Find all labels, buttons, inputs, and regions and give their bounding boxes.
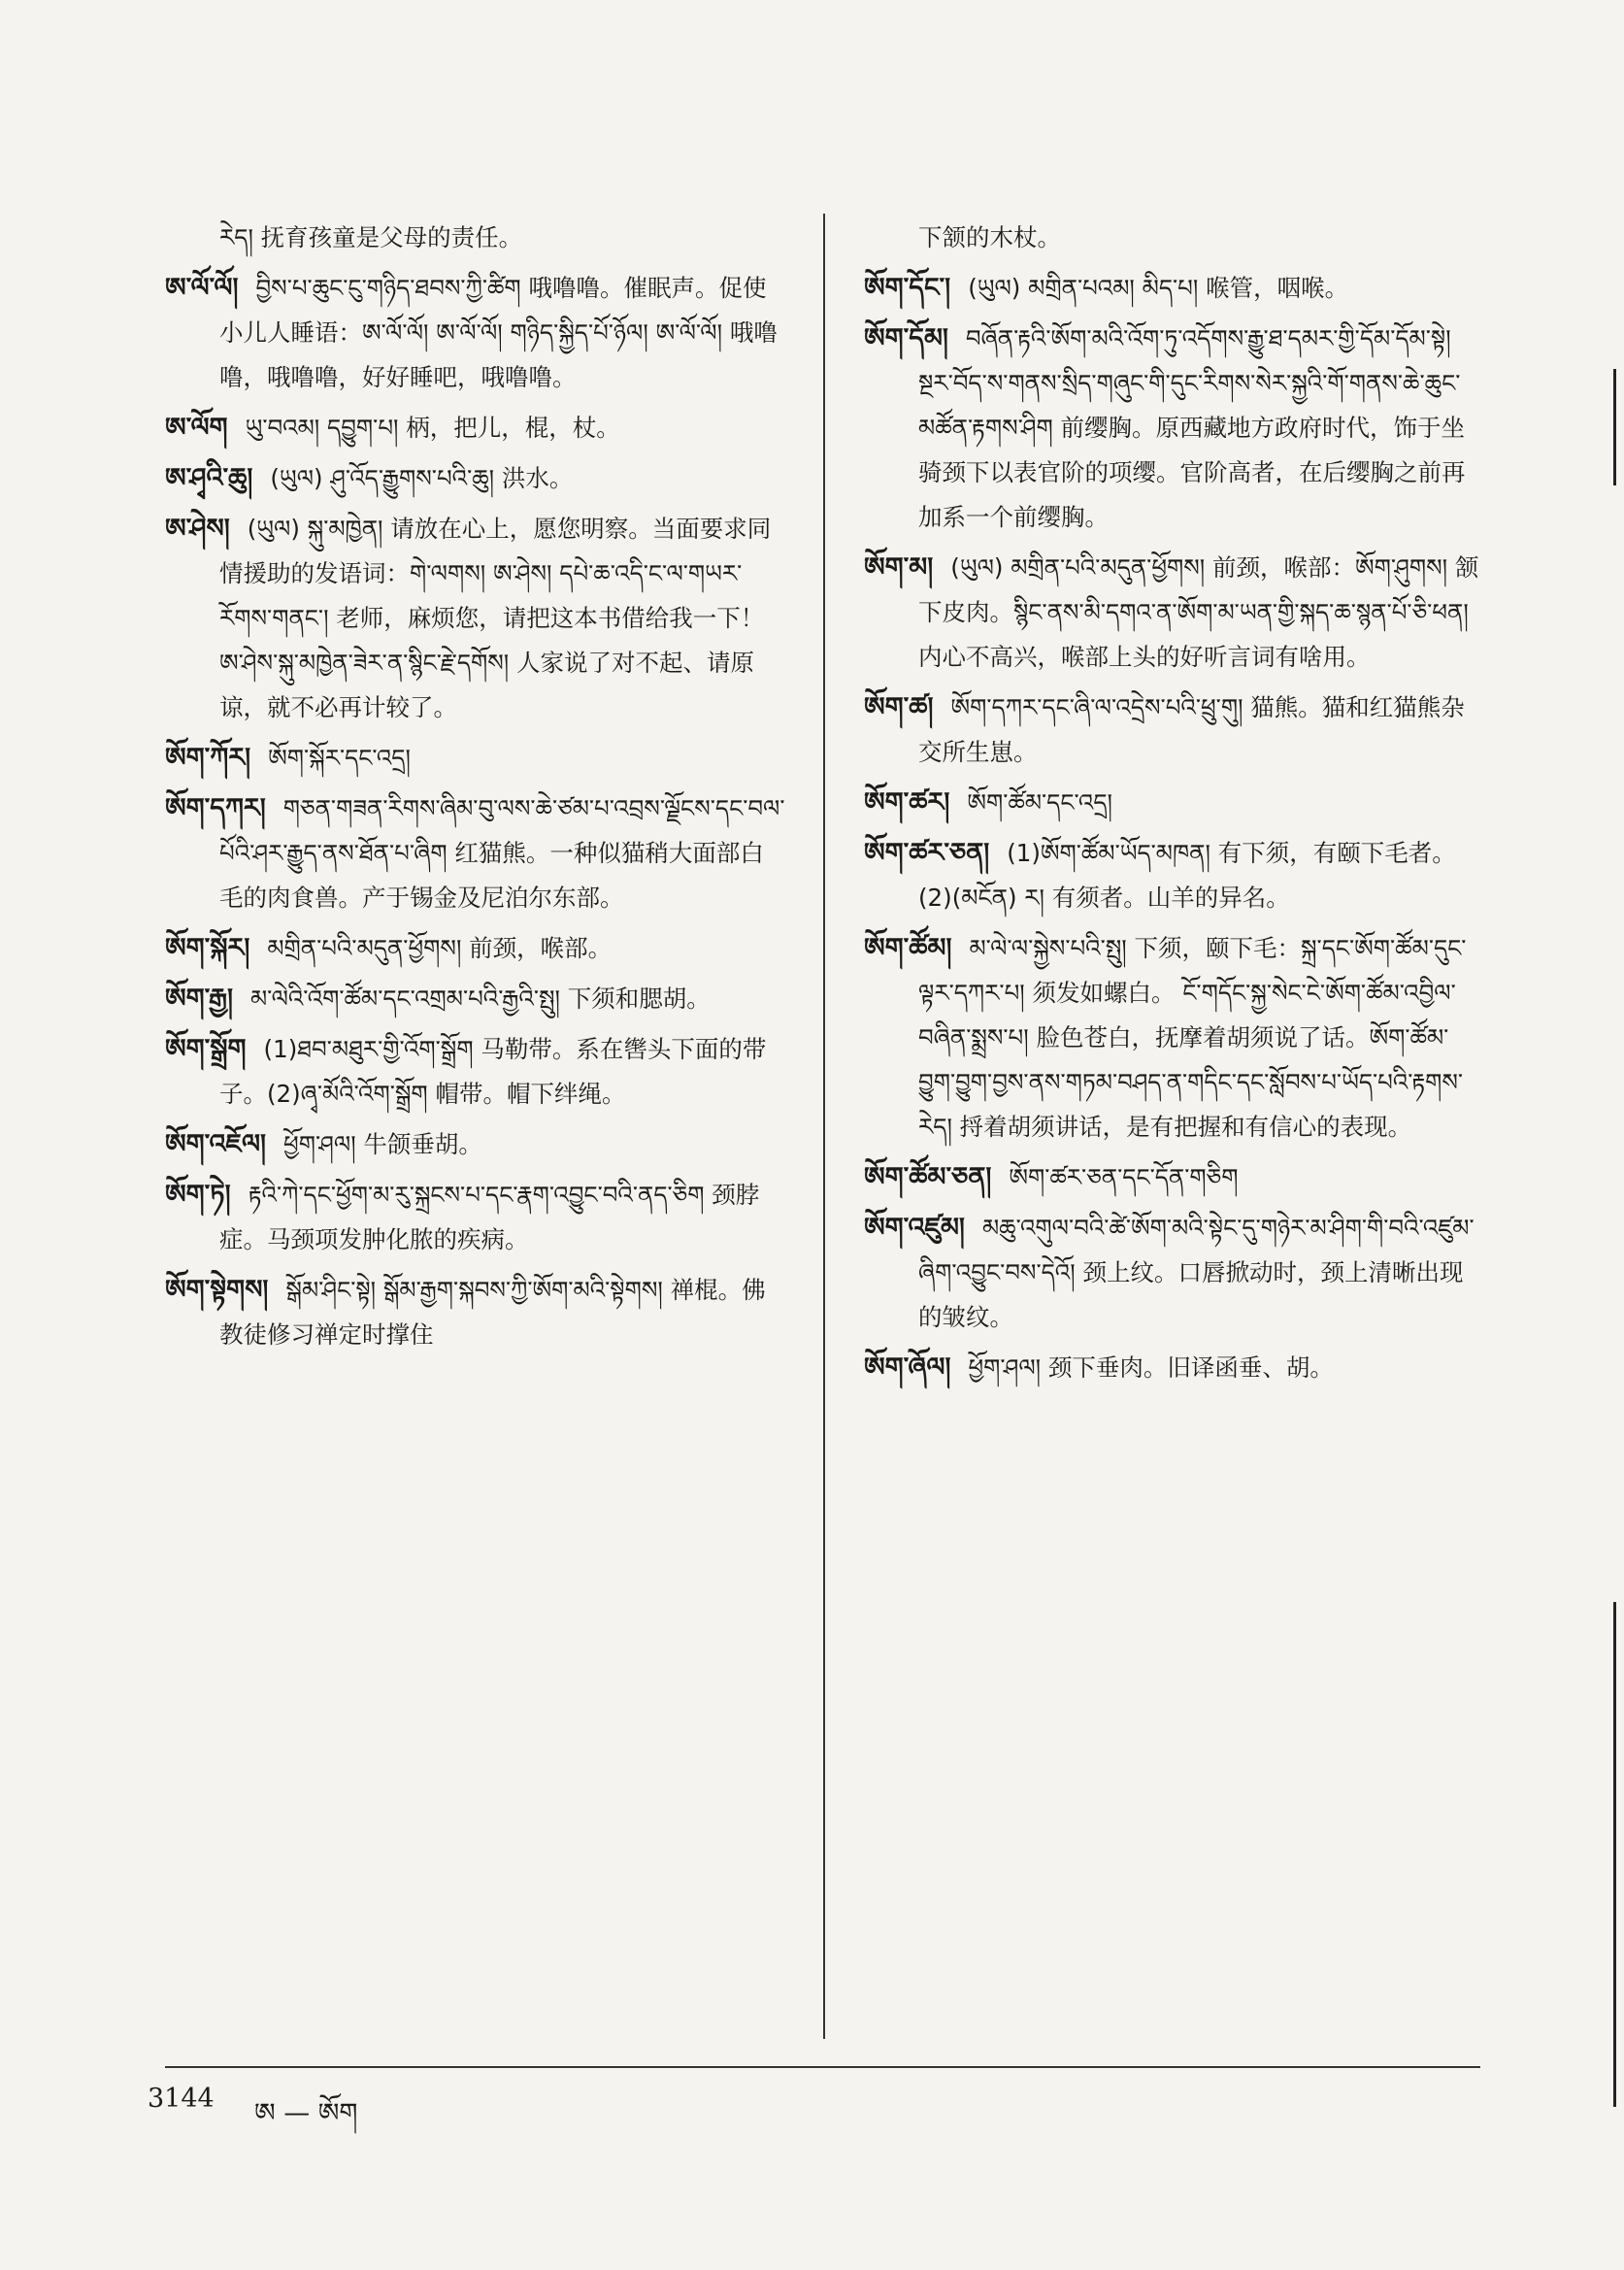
headword: ཨོག་ཚོམ། bbox=[864, 933, 952, 963]
dictionary-entry bbox=[864, 216, 1485, 260]
headword: ཨོག་སྐོར། bbox=[165, 933, 250, 963]
dictionary-entry bbox=[165, 1173, 786, 1262]
entry-text: ཡུ་བའམ། དབྱུག་པ། 柄，把儿，棍，杖。 bbox=[245, 414, 620, 442]
entry-text: བཞོན་རྟའི་ཨོག་མའི་འོག་ཏུ་འདོགས་རྒྱུ་ཐ་དམར་གྱི་དོམ་དོམ་སྟེ། སྔར་བོད་ས་གནས་སྲིད་གཞུང་གི་དུང་རིགས་སེར་སྐྱའི་གོ་གནས་ཆེ་ཆུང་མཚོན་རྟགས་ཤིག 前缨胸。原西藏地方政府时代，饰于坐骑颈下以表官阶的项缨。官阶高者，在后缨胸之前再加系一个前缨胸。 bbox=[918, 324, 1466, 531]
dictionary-entry bbox=[165, 507, 786, 730]
entry-text: སྒོམ་ཤིང་སྟེ། སྒོམ་རྒྱག་སྐབས་ཀྱི་ཨོག་མའི་སྟེགས། 禅棍。佛教徒修习禅定时撑住 bbox=[219, 1276, 766, 1349]
edge-scan-mark bbox=[1613, 1602, 1616, 2107]
headword: ཨོག་ཀོར། bbox=[165, 743, 251, 773]
headword: ཨོག་ཏེ། bbox=[165, 1180, 231, 1210]
headword: ཨ་ལོ་ལོ། bbox=[165, 273, 239, 303]
entry-text: ཨོག་སྐོར་དང་འདྲ། bbox=[268, 744, 411, 772]
entry-text: མ་ལེའི་འོག་ཚོམ་དང་འགྲམ་པའི་རྒྱའི་སྤུ། 下须和腮胡。 bbox=[249, 985, 711, 1013]
entry-text: (ཡུལ) སྐུ་མཁྱེན། 请放在心上，愿您明察。当面要求同情援助的发语词：གེ་ལགས། ཨ་ཤེས། དཔེ་ཆ་འདི་ང་ལ་གཡར་རོགས་གནང་། 老师，麻烦您，请把这本书借给我一下！ ཨ་ཤེས་སྐུ་མཁྱེན་ཟེར་ན་སྙིང་རྗེ་དགོས། 人家说了对不起、请原谅，就不必再计较了。 bbox=[219, 515, 772, 721]
dictionary-entry bbox=[165, 1122, 786, 1167]
entry-text: ཨོག་ཚོམ་དང་འདྲ། bbox=[967, 788, 1112, 817]
headword: ཨོག་ཚར་ཅན། bbox=[864, 838, 990, 868]
headword: ཨོག་དོང་། bbox=[864, 273, 951, 303]
dictionary-entry bbox=[165, 266, 786, 400]
headword: ཨ་ཤེས། bbox=[165, 514, 230, 544]
dictionary-entry bbox=[165, 406, 786, 451]
entry-text: བྱིས་པ་ཆུང་ངུ་གཉིད་ཐབས་ཀྱི་ཚིག 哦噜噜。催眠声。促使小儿人睡语：ཨ་ལོ་ལོ། ཨ་ལོ་ལོ། གཉིད་སྐྱིད་པོ་ཉོལ། ཨ་ལོ་ལོ། 哦噜噜，哦噜噜，好好睡吧，哦噜噜。 bbox=[219, 274, 778, 391]
footer-rule bbox=[165, 2066, 1480, 2068]
headword: ཨོག་སྟེགས། bbox=[165, 1275, 269, 1305]
headword: ཨོག་དཀར། bbox=[165, 793, 266, 823]
headword: ཨོག་སྒྲོག bbox=[165, 1034, 247, 1064]
dictionary-entry bbox=[165, 1027, 786, 1117]
dictionary-entry bbox=[864, 831, 1485, 920]
dictionary-entry bbox=[165, 977, 786, 1021]
headword: ཨ་ཤྭའི་ཆུ། bbox=[165, 463, 253, 493]
entry-text: ཨོག་དཀར་དང་ཞི་ལ་འདྲེས་པའི་ཕྲུ་གུ། 猫熊。猫和红猫熊杂交所生崽。 bbox=[918, 693, 1465, 766]
column-divider bbox=[823, 214, 825, 2039]
dictionary-entry bbox=[864, 1155, 1485, 1200]
entry-text: མགྲིན་པའི་མདུན་ཕྱོགས། 前颈，喉部。 bbox=[267, 934, 613, 962]
entry-text: ཕྱོག་ཤལ། 牛颌垂胡。 bbox=[283, 1130, 482, 1158]
dictionary-entry bbox=[864, 317, 1485, 540]
entry-text: རེད། 抚育孩童是父母的责任。 bbox=[219, 223, 523, 251]
dictionary-entry bbox=[165, 1268, 786, 1357]
headword: ཨོག་མ། bbox=[864, 552, 934, 583]
headword: ཨོག་དོམ། bbox=[864, 323, 948, 353]
running-head: ཨ — ཨོག bbox=[254, 2098, 358, 2128]
dictionary-entry bbox=[864, 781, 1485, 825]
dictionary-entry bbox=[864, 266, 1485, 311]
headword: ཨོག་རྒྱ། bbox=[165, 984, 233, 1014]
dictionary-entry bbox=[864, 546, 1485, 680]
dictionary-entry bbox=[864, 926, 1485, 1150]
dictionary-entry bbox=[165, 736, 786, 781]
dictionary-entry bbox=[864, 1206, 1485, 1340]
entry-text: 下颔的木杖。 bbox=[918, 223, 1061, 251]
headword: ཨ་ལོག bbox=[165, 413, 228, 443]
entry-text: མ་ལེ་ལ་སྐྱེས་པའི་སྤུ། 下须，颐下毛：སྐྲ་དང་ཨོག་ཚོམ་དུང་ལྟར་དཀར་པ། 须发如螺白。 ངོ་གདོང་སྐྱ་སེང་ངེ་ཨོག་ཚོམ་འབྱིལ་བཞིན་སྨྲས་པ། 脸色苍白，抚摩着胡须说了话。ཨོག་ཚོམ་བྱུག་བྱུག་བྱས་ནས་གཏམ་བཤད་ན་གདིང་དང་སློབས་པ་ཡོད་པའི་རྟགས་རེད། 捋着胡须讲话，是有把握和有信心的表现。 bbox=[918, 934, 1467, 1141]
headword: ཨོག་འཇོལ། bbox=[165, 1129, 267, 1159]
entry-text: མཆུ་འགུལ་བའི་ཚེ་ཨོག་མའི་སྟེང་དུ་གཉེར་མ་ཤིག་གི་བའི་འཛུམ་ཞིག་འབྱུང་བས་དེའོ། 颈上纹。口唇掀动时，颈上清晰出现的皱纹。 bbox=[918, 1214, 1475, 1331]
entry-text: ཨོག་ཚར་ཅན་དང་དོན་གཅིག bbox=[1009, 1163, 1239, 1191]
headword: ཨོག་ཚར། bbox=[864, 787, 950, 818]
entry-text: (1)ཐབ་མཐུར་གྱི་འོག་སྒྲོག 马勒带。系在辔头下面的带子。(2)ཞྭ་མོའི་འོག་སྒྲོག 帽带。帽下绊绳。 bbox=[219, 1035, 767, 1108]
headword: ཨོག་ཚོམ་ཅན། bbox=[864, 1162, 992, 1192]
entry-text: (1)ཨོག་ཚོམ་ཡོད་མཁན། 有下须，有颐下毛者。(2)(མངོན) ར། 有须者。山羊的异名。 bbox=[918, 839, 1456, 912]
headword: ཨོག་ཞོལ། bbox=[864, 1352, 951, 1383]
entry-text: རྟའི་ཀེ་དང་ཕྱོག་མ་རུ་སྐྲངས་པ་དང་རྣག་འབྱུང་བའི་ནད་ཅིག 颈脖症。马颈项发肿化脓的疾病。 bbox=[219, 1181, 760, 1253]
entry-text: (ཡུལ) ཤུ་འོད་རྒྱུགས་པའི་ཆུ། 洪水。 bbox=[270, 464, 574, 492]
dictionary-entry bbox=[165, 926, 786, 971]
entry-text: གཅན་གཟན་རིགས་ཞིམ་བུ་ལས་ཆེ་ཙམ་པ་འབྲས་ལྗོངས་དང་བལ་པོའི་ཤར་རྒྱུད་ནས་ཐོན་པ་ཞིག 红猫熊。一种似猫稍大面部白毛的肉食兽。产于锡金及尼泊尔东部。 bbox=[219, 794, 785, 912]
right-column bbox=[864, 216, 1485, 1396]
dictionary-entry bbox=[165, 456, 786, 501]
headword: ཨོག་ཚ། bbox=[864, 692, 934, 722]
dictionary-entry bbox=[864, 685, 1485, 775]
entry-text: (ཡུལ) མགྲིན་པའི་མདུན་ཕྱོགས། 前颈，喉部：ཨོག་ཤུགས། 颔下皮肉。སྙིང་ནས་མི་དགའ་ན་ཨོག་མ་ཡན་གྱི་སྐད་ཆ་སྙན་པོ་ཅི་ཕན། 内心不高兴，喉部上头的好听言词有啥用。 bbox=[918, 553, 1479, 671]
dictionary-entry bbox=[165, 786, 786, 920]
headword: ཨོག་འཛུམ། bbox=[864, 1213, 965, 1243]
left-column bbox=[165, 216, 786, 1363]
page-number: 3144 bbox=[148, 2084, 215, 2114]
entry-text: (ཡུལ) མགྲིན་པའམ། མིད་པ། 喉管，咽喉。 bbox=[968, 274, 1349, 302]
edge-scan-mark bbox=[1613, 369, 1616, 485]
dictionary-entry bbox=[864, 1346, 1485, 1390]
entry-text: ཕྱོག་ཤལ། 颈下垂肉。旧译函垂、胡。 bbox=[968, 1353, 1334, 1382]
dictionary-entry bbox=[165, 216, 786, 260]
